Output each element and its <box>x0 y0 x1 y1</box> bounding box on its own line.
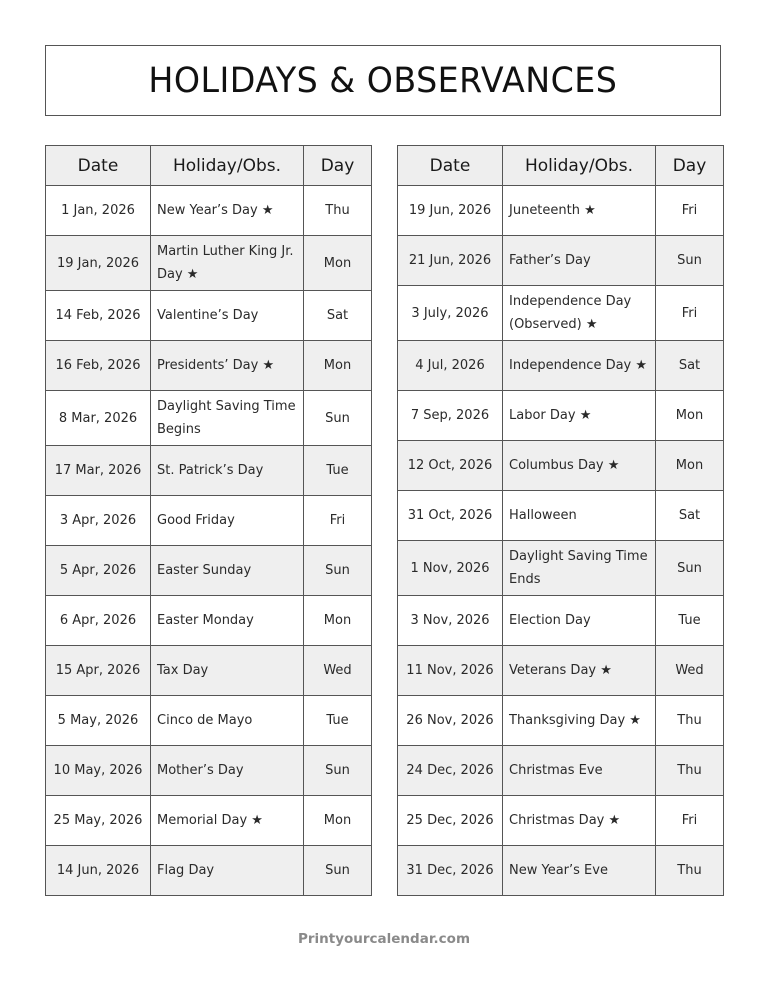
holiday-cell: Independence Day (Observed) ★ <box>503 286 656 341</box>
day-cell: Thu <box>656 746 724 796</box>
table-row <box>398 746 724 796</box>
holiday-cell: Tax Day <box>151 646 304 696</box>
holiday-cell: Presidents’ Day ★ <box>151 341 304 391</box>
day-cell: Thu <box>304 186 372 236</box>
table-row <box>46 236 372 291</box>
table-row <box>398 696 724 746</box>
date-cell: 6 Apr, 2026 <box>46 596 151 646</box>
table-row <box>398 391 724 441</box>
holiday-cell: Flag Day <box>151 846 304 896</box>
table-row <box>46 746 372 796</box>
site-credit: Printyourcalendar.com <box>297 931 471 947</box>
date-cell: 3 Apr, 2026 <box>46 496 151 546</box>
table-row <box>398 236 724 286</box>
day-cell: Sat <box>656 341 724 391</box>
holiday-cell: Daylight Saving Time Ends <box>503 541 656 596</box>
holiday-cell: Veterans Day ★ <box>503 646 656 696</box>
day-cell: Tue <box>656 596 724 646</box>
day-cell: Wed <box>304 646 372 696</box>
holiday-cell: Easter Monday <box>151 596 304 646</box>
day-cell: Mon <box>656 391 724 441</box>
table-row <box>398 441 724 491</box>
date-cell: 31 Oct, 2026 <box>398 491 503 541</box>
day-cell: Sun <box>304 391 372 446</box>
holiday-cell: Christmas Day ★ <box>503 796 656 846</box>
day-cell: Sun <box>656 236 724 286</box>
day-cell: Wed <box>656 646 724 696</box>
table-row <box>46 646 372 696</box>
table-row <box>46 696 372 746</box>
holiday-cell: New Year’s Day ★ <box>151 186 304 236</box>
table-row <box>46 186 372 236</box>
holiday-cell: Christmas Eve <box>503 746 656 796</box>
date-cell: 1 Nov, 2026 <box>398 541 503 596</box>
holiday-cell: Father’s Day <box>503 236 656 286</box>
table-row <box>46 546 372 596</box>
table-row <box>398 341 724 391</box>
table-row <box>398 286 724 341</box>
date-cell: 8 Mar, 2026 <box>46 391 151 446</box>
day-cell: Sat <box>656 491 724 541</box>
date-cell: 16 Feb, 2026 <box>46 341 151 391</box>
column-header-holiday: Holiday/Obs. <box>503 146 656 186</box>
date-cell: 7 Sep, 2026 <box>398 391 503 441</box>
table-row <box>398 596 724 646</box>
table-row <box>46 796 372 846</box>
holiday-cell: Valentine’s Day <box>151 291 304 341</box>
holiday-cell: Good Friday <box>151 496 304 546</box>
holiday-cell: Labor Day ★ <box>503 391 656 441</box>
holiday-cell: Juneteenth ★ <box>503 186 656 236</box>
table-header-row <box>398 146 724 186</box>
date-cell: 19 Jan, 2026 <box>46 236 151 291</box>
holiday-cell: Cinco de Mayo <box>151 696 304 746</box>
holiday-cell: Memorial Day ★ <box>151 796 304 846</box>
date-cell: 11 Nov, 2026 <box>398 646 503 696</box>
table-row <box>398 186 724 236</box>
date-cell: 10 May, 2026 <box>46 746 151 796</box>
day-cell: Sun <box>656 541 724 596</box>
table-row <box>398 846 724 896</box>
title-box <box>45 45 721 116</box>
table-row <box>46 291 372 341</box>
day-cell: Sat <box>304 291 372 341</box>
table-row <box>46 341 372 391</box>
holiday-cell: Columbus Day ★ <box>503 441 656 491</box>
date-cell: 31 Dec, 2026 <box>398 846 503 896</box>
table-row <box>398 796 724 846</box>
day-cell: Sun <box>304 546 372 596</box>
day-cell: Tue <box>304 696 372 746</box>
day-cell: Thu <box>656 696 724 746</box>
day-cell: Mon <box>304 796 372 846</box>
table-row <box>46 596 372 646</box>
day-cell: Fri <box>304 496 372 546</box>
day-cell: Mon <box>304 341 372 391</box>
date-cell: 12 Oct, 2026 <box>398 441 503 491</box>
page-title: HOLIDAYS & OBSERVANCES <box>148 60 618 101</box>
date-cell: 5 May, 2026 <box>46 696 151 746</box>
date-cell: 25 Dec, 2026 <box>398 796 503 846</box>
day-cell: Fri <box>656 286 724 341</box>
table-header-row <box>46 146 372 186</box>
day-cell: Sun <box>304 846 372 896</box>
holiday-cell: Daylight Saving Time Begins <box>151 391 304 446</box>
holiday-cell: Easter Sunday <box>151 546 304 596</box>
date-cell: 26 Nov, 2026 <box>398 696 503 746</box>
table-row <box>398 491 724 541</box>
day-cell: Mon <box>304 236 372 291</box>
table-row <box>46 846 372 896</box>
holiday-cell: Martin Luther King Jr. Day ★ <box>151 236 304 291</box>
date-cell: 3 July, 2026 <box>398 286 503 341</box>
date-cell: 25 May, 2026 <box>46 796 151 846</box>
day-cell: Mon <box>656 441 724 491</box>
date-cell: 14 Feb, 2026 <box>46 291 151 341</box>
date-cell: 19 Jun, 2026 <box>398 186 503 236</box>
column-header-holiday: Holiday/Obs. <box>151 146 304 186</box>
holiday-cell: Thanksgiving Day ★ <box>503 696 656 746</box>
day-cell: Fri <box>656 796 724 846</box>
table-row <box>46 446 372 496</box>
date-cell: 14 Jun, 2026 <box>46 846 151 896</box>
day-cell: Thu <box>656 846 724 896</box>
date-cell: 21 Jun, 2026 <box>398 236 503 286</box>
date-cell: 17 Mar, 2026 <box>46 446 151 496</box>
date-cell: 5 Apr, 2026 <box>46 546 151 596</box>
column-header-day: Day <box>304 146 372 186</box>
holiday-cell: New Year’s Eve <box>503 846 656 896</box>
day-cell: Tue <box>304 446 372 496</box>
holiday-cell: Halloween <box>503 491 656 541</box>
table-row <box>46 391 372 446</box>
date-cell: 3 Nov, 2026 <box>398 596 503 646</box>
day-cell: Fri <box>656 186 724 236</box>
holiday-cell: Election Day <box>503 596 656 646</box>
day-cell: Sun <box>304 746 372 796</box>
table-row <box>398 646 724 696</box>
holiday-cell: St. Patrick’s Day <box>151 446 304 496</box>
holiday-cell: Independence Day ★ <box>503 341 656 391</box>
date-cell: 15 Apr, 2026 <box>46 646 151 696</box>
table-row <box>398 541 724 596</box>
column-header-date: Date <box>46 146 151 186</box>
date-cell: 1 Jan, 2026 <box>46 186 151 236</box>
column-header-day: Day <box>656 146 724 186</box>
holidays-table-left <box>45 145 372 896</box>
date-cell: 4 Jul, 2026 <box>398 341 503 391</box>
table-row <box>46 496 372 546</box>
date-cell: 24 Dec, 2026 <box>398 746 503 796</box>
holidays-table-right <box>397 145 724 896</box>
holiday-cell: Mother’s Day <box>151 746 304 796</box>
day-cell: Mon <box>304 596 372 646</box>
column-header-date: Date <box>398 146 503 186</box>
